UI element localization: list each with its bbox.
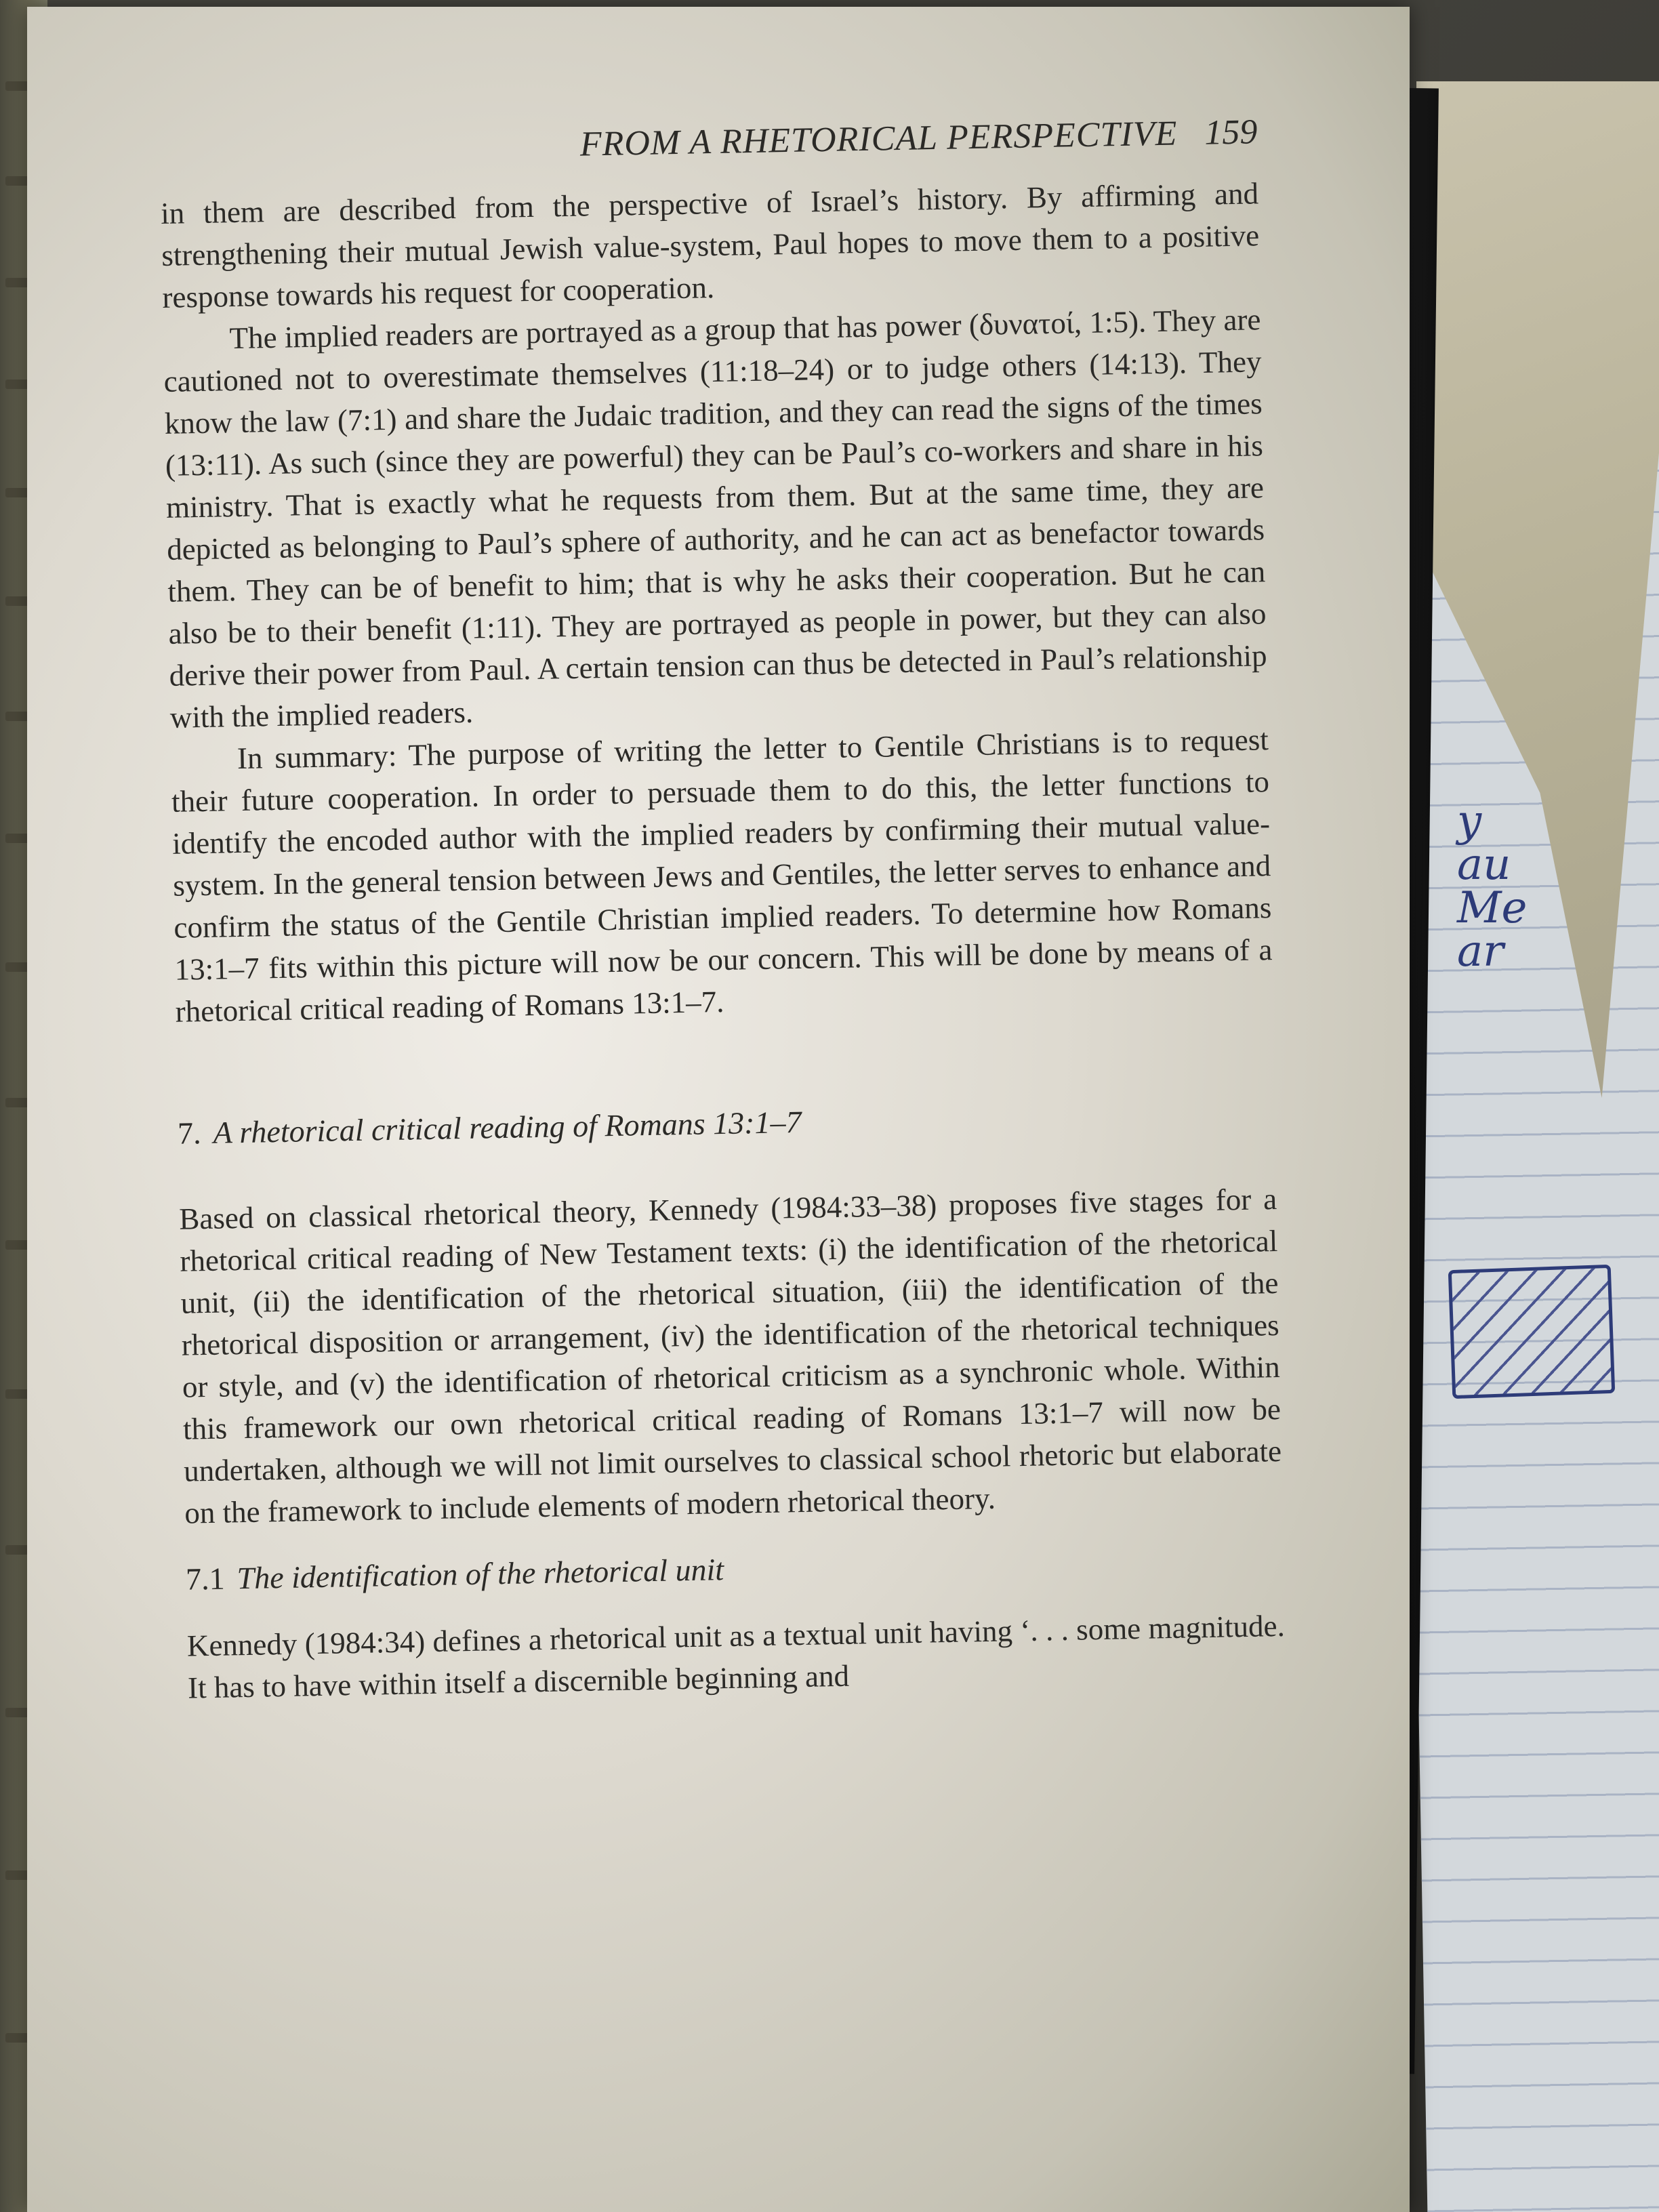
section-title: A rhetorical critical reading of Romans 13:1–7 <box>213 1104 802 1150</box>
hatched-box-drawing <box>1448 1265 1615 1399</box>
running-head <box>159 112 1258 172</box>
paragraph: Kennedy (1984:34) defines a rhetorical unit as a textual unit having ‘. . . some magnitude. It has to have within itself a discernible beginning and <box>186 1608 1286 1705</box>
paragraph: In summary: The purpose of writing the letter to Gentile Christians is to request their future cooperation. In order to persuade them to do this, the letter functions to identify the encoded author with the implied readers by confirming their mutual value-system. In the general tension between Jews and Gentiles, the letter serves to enhance and confirm the status of the Gentile Christian implied readers. To determine how Romans 13:1–7 fits within this picture will now be our concern. This will be done by means of a rhetorical critical reading of Romans 13:1–7. <box>171 722 1273 1029</box>
section-number: 7. <box>177 1115 202 1151</box>
subsection-title: The identification of the rhetorical unit <box>237 1552 724 1596</box>
handwriting-line: y <box>1457 796 1482 846</box>
handwriting-line: au <box>1457 840 1511 890</box>
handwriting-line: Me <box>1457 883 1528 933</box>
handwritten-note <box>1457 796 1593 977</box>
running-head-title: FROM A RHETORICAL PERSPECTIVE <box>579 114 1178 164</box>
handwriting-line: ar <box>1457 926 1504 977</box>
paragraph: Based on classical rhetorical theory, Kennedy (1984:33–38) proposes five stages for a rhetorical critical reading of New Testament texts: (i) the identification of the rhetorical unit, (ii) the identification of the rhetorical situation, (iii) the identification of the rhetorical disposition or arrangement, (iv) the identification of the rhetorical techniques or style, and (v) the identification of rhetorical criticism as a synchronic whole. Within this framework our own rhetorical critical reading of Romans 13:1–7 will now be undertaken, although we will not limit ourselves to classical school rhetoric but elaborate on the framework to include elements of modern rhetorical theory. <box>178 1182 1282 1530</box>
subsection-number: 7.1 <box>185 1561 226 1597</box>
book-page <box>27 7 1410 2212</box>
page-number: 159 <box>1204 112 1258 152</box>
page-text-block <box>159 112 1286 1708</box>
paragraph: in them are described from the perspective of Israel’s history. By affirming and strengthening their mutual Jewish value-system, Paul hopes to move them to a positive response towards his request for cooperation. <box>160 176 1260 314</box>
paragraph: The implied readers are portrayed as a group that has power (δυνατοί, 1:5). They are cautioned not to overestimate themselves (11:18–24) or to judge others (14:13). They know the law (7:1) and share the Judaic tradition, and they can read the signs of the times (13:11). As such (since they are powerful) they can be Paul’s co-workers and share in his ministry. That is exactly what he requests from them. But at the same time, they are depicted as belonging to Paul’s sphere of authority, and he can act as benefactor towards them. They can be of benefit to him; that is why he asks their cooperation. But he can also be to their benefit (1:11). They are portrayed as people in power, but they can also derive their power from Paul. A certain tension can thus be detected in Paul’s relationship with the implied readers. <box>163 302 1267 735</box>
